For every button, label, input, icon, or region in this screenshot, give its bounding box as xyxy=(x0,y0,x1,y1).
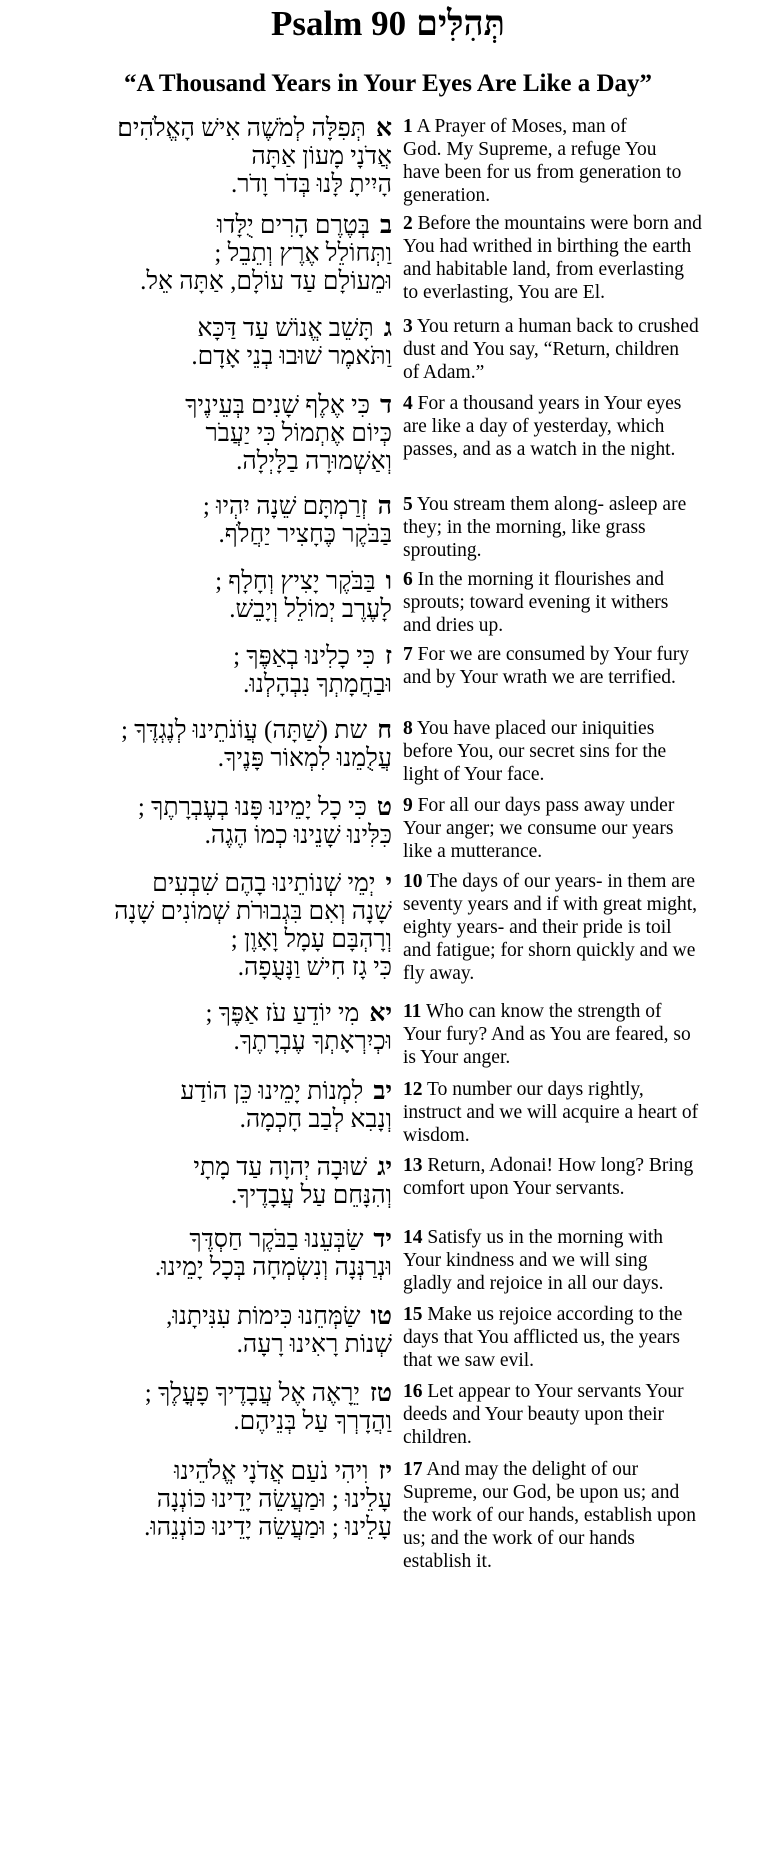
english-line: before You, our secret sins for the xyxy=(403,741,667,762)
hebrew-line: הזְרַמְתָּם שֵׁנָה יִהְיוּ ; xyxy=(202,493,392,520)
english-line: establish it. xyxy=(403,1551,492,1572)
hebrew-line: זכִּי כָלִינוּ בְאַפֶּךָ ; xyxy=(233,643,392,670)
hebrew-text xyxy=(8,115,392,199)
english-line: Your fury? And as You are feared, so xyxy=(403,1024,691,1045)
english-line: dust and You say, “Return, children xyxy=(403,339,680,360)
english-line: 5 You stream them along- asleep are xyxy=(403,494,687,515)
hebrew-line: אֲדֹנָי מָעוֹן אַתָּה xyxy=(251,143,392,170)
hebrew-text xyxy=(8,1303,392,1359)
hebrew-line: וּמֵעוֹלָם עַד עוֹלָם, אַתָּה אֵל. xyxy=(140,268,392,295)
hebrew-line: וּכְיִרְאָתְךָ עֶבְרָתֶךָ. xyxy=(233,1028,392,1055)
hebrew-line: וּנְרַנְּנָה וְנִשְׂמְחָה בְּכָל יָמֵינוּ. xyxy=(154,1254,392,1281)
english-text xyxy=(403,1458,773,1573)
english-text xyxy=(403,115,773,207)
english-line: is Your anger. xyxy=(403,1047,511,1068)
english-line: days that You afflicted us, the years xyxy=(403,1327,680,1348)
hebrew-line: שְׁנוֹת רָאִינוּ רָעָה. xyxy=(236,1331,392,1358)
hebrew-line: אתְּפִלָּה לְמֹשֶׁה אִישׁ הָאֱלֹהִים׃ xyxy=(117,115,392,142)
english-line: sprouts; toward evening it withers xyxy=(403,592,669,613)
english-line: passes, and as a watch in the night. xyxy=(403,439,676,460)
english-line: wisdom. xyxy=(403,1125,470,1146)
english-line: to everlasting, You are El. xyxy=(403,282,606,303)
english-text xyxy=(403,1154,773,1200)
english-text xyxy=(403,212,773,304)
hebrew-text xyxy=(8,493,392,549)
english-line: us; and the work of our hands xyxy=(403,1528,635,1549)
hebrew-line: עֲלֻמֵנוּ לִמְאוֹר פָּנֶיךָ. xyxy=(217,745,392,772)
hebrew-line: לָעֶרֶב יְמוֹלֵל וְיָבֵשׁ. xyxy=(229,596,392,623)
verse-number: 14 xyxy=(403,1227,423,1248)
hebrew-line: גתָּשֵׁב אֱנוֹשׁ עַד דַּכָּא xyxy=(197,315,392,342)
verse-number: 2 xyxy=(403,213,413,234)
hebrew-verse-number: ג xyxy=(383,315,392,342)
hebrew-verse-number: ב xyxy=(379,212,392,239)
hebrew-line: יזוִיהִי נֹעַם אֲדֹנָי אֱלֹהֵינוּ xyxy=(174,1458,392,1485)
english-line: Your kindness and we will sing xyxy=(403,1250,648,1271)
hebrew-text xyxy=(8,643,392,699)
english-line: 9 For all our days pass away under xyxy=(403,795,675,816)
hebrew-verse-number: יג xyxy=(377,1154,392,1181)
english-line: and by Your wrath we are terrified. xyxy=(403,667,676,688)
hebrew-verse-number: י xyxy=(385,870,392,897)
verse-number: 6 xyxy=(403,569,413,590)
english-line: 1 A Prayer of Moses, man of xyxy=(403,116,627,137)
hebrew-line: בבְּטֶרֶם הָרִים יֻלָּדוּ xyxy=(216,212,392,239)
english-line: 10 The days of our years- in them are xyxy=(403,871,696,892)
english-line: and fatigue; for shorn quickly and we xyxy=(403,940,696,961)
english-line: fly away. xyxy=(403,963,475,984)
hebrew-text xyxy=(8,1000,392,1056)
hebrew-verse-number: ו xyxy=(385,568,392,595)
hebrew-verse-number: יב xyxy=(373,1078,392,1105)
english-text xyxy=(403,1380,773,1449)
hebrew-text xyxy=(8,1078,392,1134)
hebrew-text xyxy=(8,1458,392,1542)
english-line: that we saw evil. xyxy=(403,1350,535,1371)
english-line: 3 You return a human back to crushed xyxy=(403,316,699,337)
english-line: children. xyxy=(403,1427,472,1448)
hebrew-text xyxy=(8,1226,392,1282)
hebrew-text xyxy=(8,392,392,476)
hebrew-line: טושַׂמְּחֵנוּ כִּימוֹת עִנִּיתָנוּ, xyxy=(166,1303,392,1330)
verse-number: 12 xyxy=(403,1079,423,1100)
hebrew-line: חשת (שַׁתָּה) עֲוֹנֹתֵינוּ לְנֶגְדֶּךָ ; xyxy=(120,717,392,744)
english-line: 6 In the morning it flourishes and xyxy=(403,569,665,590)
hebrew-verse-number: ה xyxy=(377,493,392,520)
english-line: and dries up. xyxy=(403,615,504,636)
hebrew-text xyxy=(8,315,392,371)
english-line: 7 For we are consumed by Your fury xyxy=(403,644,689,665)
title-hebrew: תְּהִלִּים xyxy=(416,4,505,43)
english-line: eighty years- and their pride is toil xyxy=(403,917,672,938)
hebrew-line: עָלֵינוּ ; וּמַעֲשֵׂה יָדֵינוּ כּוֹנְנֵהוּ. xyxy=(144,1514,392,1541)
hebrew-line: שָׁנָה וְאִם בִּגְבוּרֹת שְׁמוֹנִים שָׁנָה xyxy=(114,898,392,925)
english-text xyxy=(403,1226,773,1295)
english-line: God. My Supreme, a refuge You xyxy=(403,139,657,160)
hebrew-text xyxy=(8,717,392,773)
hebrew-verse-number: יז xyxy=(378,1458,392,1485)
hebrew-line: וְהִנָּחֵם עַל עֲבָדֶיךָ. xyxy=(231,1182,392,1209)
verse-number: 16 xyxy=(403,1381,423,1402)
english-line: You had writhed in birthing the earth xyxy=(403,236,692,257)
hebrew-text xyxy=(8,794,392,850)
hebrew-verse-number: א xyxy=(375,115,392,142)
hebrew-line: ידשַׂבְּעֵנוּ בַבֹּקֶר חַסְדֶּךָ xyxy=(189,1226,392,1253)
verse-number: 10 xyxy=(403,871,423,892)
english-line: have been for us from generation to xyxy=(403,162,682,183)
verse-number: 3 xyxy=(403,316,413,337)
english-line: 11 Who can know the strength of xyxy=(403,1001,662,1022)
english-line: sprouting. xyxy=(403,540,482,561)
english-line: are like a day of yesterday, which xyxy=(403,416,665,437)
english-line: 4 For a thousand years in Your eyes xyxy=(403,393,682,414)
hebrew-line: עָלֵינוּ ; וּמַעֲשֵׂה יָדֵינוּ כּוֹנְנָה xyxy=(156,1486,392,1513)
hebrew-text xyxy=(8,1154,392,1210)
verse-number: 15 xyxy=(403,1304,423,1325)
english-line: 15 Make us rejoice according to the xyxy=(403,1304,683,1325)
english-line: generation. xyxy=(403,185,491,206)
verse-number: 1 xyxy=(403,116,413,137)
english-line: 8 You have placed our iniquities xyxy=(403,718,655,739)
english-text xyxy=(403,1000,773,1069)
hebrew-line: דכִּי אֶלֶף שָׁנִים בְּעֵינֶיךָ xyxy=(185,392,392,419)
english-text xyxy=(403,315,773,384)
hebrew-line: הָיִיתָ לָּנוּ בְּדֹר וָדֹר. xyxy=(230,171,392,198)
hebrew-verse-number: ד xyxy=(379,392,392,419)
hebrew-line: ייְמֵי שְׁנוֹתֵינוּ בָהֶם שִׁבְעִים xyxy=(152,870,392,897)
english-line: 14 Satisfy us in the morning with xyxy=(403,1227,663,1248)
hebrew-verse-number: ח xyxy=(377,717,392,744)
english-line: they; in the morning, like grass xyxy=(403,517,646,538)
hebrew-text xyxy=(8,1380,392,1436)
hebrew-line: וַתֹּאמֶר שׁוּבוּ בְנֵי אָדָם. xyxy=(191,343,392,370)
english-line: the work of our hands, establish upon xyxy=(403,1505,696,1526)
hebrew-line: טכִּי כָל יָמֵינוּ פָּנוּ בְעֶבְרָתֶךָ ; xyxy=(137,794,392,821)
english-line: 17 And may the delight of our xyxy=(403,1459,639,1480)
english-line: gladly and rejoice in all our days. xyxy=(403,1273,664,1294)
verse-number: 17 xyxy=(403,1459,423,1480)
english-line: deeds and Your beauty upon their xyxy=(403,1404,665,1425)
hebrew-text xyxy=(8,870,392,982)
hebrew-verse-number: ז xyxy=(385,643,392,670)
hebrew-line: וְאַשְׁמוּרָה בַלָּיְלָה. xyxy=(236,448,392,475)
hebrew-line: וַהֲדָרְךָ עַל בְּנֵיהֶם. xyxy=(233,1408,392,1435)
hebrew-verse-number: טו xyxy=(370,1303,392,1330)
verse-number: 9 xyxy=(403,795,413,816)
english-text xyxy=(403,870,773,985)
hebrew-line: כִּלִּינוּ שָׁנֵינוּ כְמוֹ הֶגֶה. xyxy=(204,822,392,849)
title-english: Psalm 90 xyxy=(270,4,407,43)
hebrew-text xyxy=(8,568,392,624)
verse-number: 7 xyxy=(403,644,413,665)
english-text xyxy=(403,717,773,786)
verse-number: 11 xyxy=(403,1001,422,1022)
english-text xyxy=(403,1078,773,1147)
verse-number: 4 xyxy=(403,393,413,414)
verse-number: 8 xyxy=(403,718,413,739)
hebrew-verse-number: טז xyxy=(369,1380,392,1407)
hebrew-line: וַתְּחוֹלֵל אֶרֶץ וְתֵבֵל ; xyxy=(214,240,392,267)
english-line: like a mutterance. xyxy=(403,841,543,862)
english-line: 2 Before the mountains were born and xyxy=(403,213,702,234)
english-text xyxy=(403,568,773,637)
english-line: seventy years and if with great might, xyxy=(403,894,698,915)
hebrew-verse-number: ט xyxy=(376,794,392,821)
english-line: of Adam.” xyxy=(403,362,485,383)
verse-number: 5 xyxy=(403,494,413,515)
hebrew-line: יגשׁוּבָה יְהוָה עַד מָתָי xyxy=(193,1154,392,1181)
english-text xyxy=(403,643,773,689)
hebrew-line: בַּבֹּקֶר כֶּחָצִיר יַחֲלֹף. xyxy=(218,521,392,548)
page-subtitle: “A Thousand Years in Your Eyes Are Like a Day” xyxy=(123,70,653,97)
hebrew-verse-number: יד xyxy=(373,1226,392,1253)
english-line: Supreme, our God, be upon us; and xyxy=(403,1482,680,1503)
hebrew-line: טזיֵרָאֶה אֶל עֲבָדֶיךָ פָעֳלֶךָ ; xyxy=(144,1380,392,1407)
english-line: comfort upon Your servants. xyxy=(403,1178,625,1199)
english-line: Your anger; we consume our years xyxy=(403,818,674,839)
verse-number: 13 xyxy=(403,1155,423,1176)
english-line: light of Your face. xyxy=(403,764,545,785)
english-text xyxy=(403,794,773,863)
hebrew-verse-number: יא xyxy=(369,1000,392,1027)
hebrew-line: יבלִמְנוֹת יָמֵינוּ כֵּן הוֹדַע xyxy=(180,1078,392,1105)
hebrew-line: יאמִי יוֹדֵעַ עֹז אַפֶּךָ ; xyxy=(205,1000,392,1027)
english-line: instruct and we will acquire a heart of xyxy=(403,1102,699,1123)
english-text xyxy=(403,1303,773,1372)
hebrew-line: וּבַחֲמָתְךָ נִבְהָלְנוּ. xyxy=(243,671,392,698)
hebrew-line: ובַּבֹּקֶר יָצִיץ וְחָלָף ; xyxy=(215,568,392,595)
english-line: 16 Let appear to Your servants Your xyxy=(403,1381,684,1402)
english-line: and habitable land, from everlasting xyxy=(403,259,685,280)
hebrew-line: כְּיוֹם אֶתְמוֹל כִּי יַעֲבֹר xyxy=(205,420,392,447)
hebrew-line: וְרָהְבָּם עָמָל וָאָוֶן ; xyxy=(230,926,392,953)
english-line: 12 To number our days rightly, xyxy=(403,1079,644,1100)
english-text xyxy=(403,493,773,562)
english-line: 13 Return, Adonai! How long? Bring xyxy=(403,1155,694,1176)
hebrew-line: כִּי גָז חִישׁ וַנָּעֻפָה. xyxy=(237,954,392,981)
hebrew-text xyxy=(8,212,392,296)
english-text xyxy=(403,392,773,461)
hebrew-line: וְנָבִא לְבַב חָכְמָה. xyxy=(239,1106,392,1133)
